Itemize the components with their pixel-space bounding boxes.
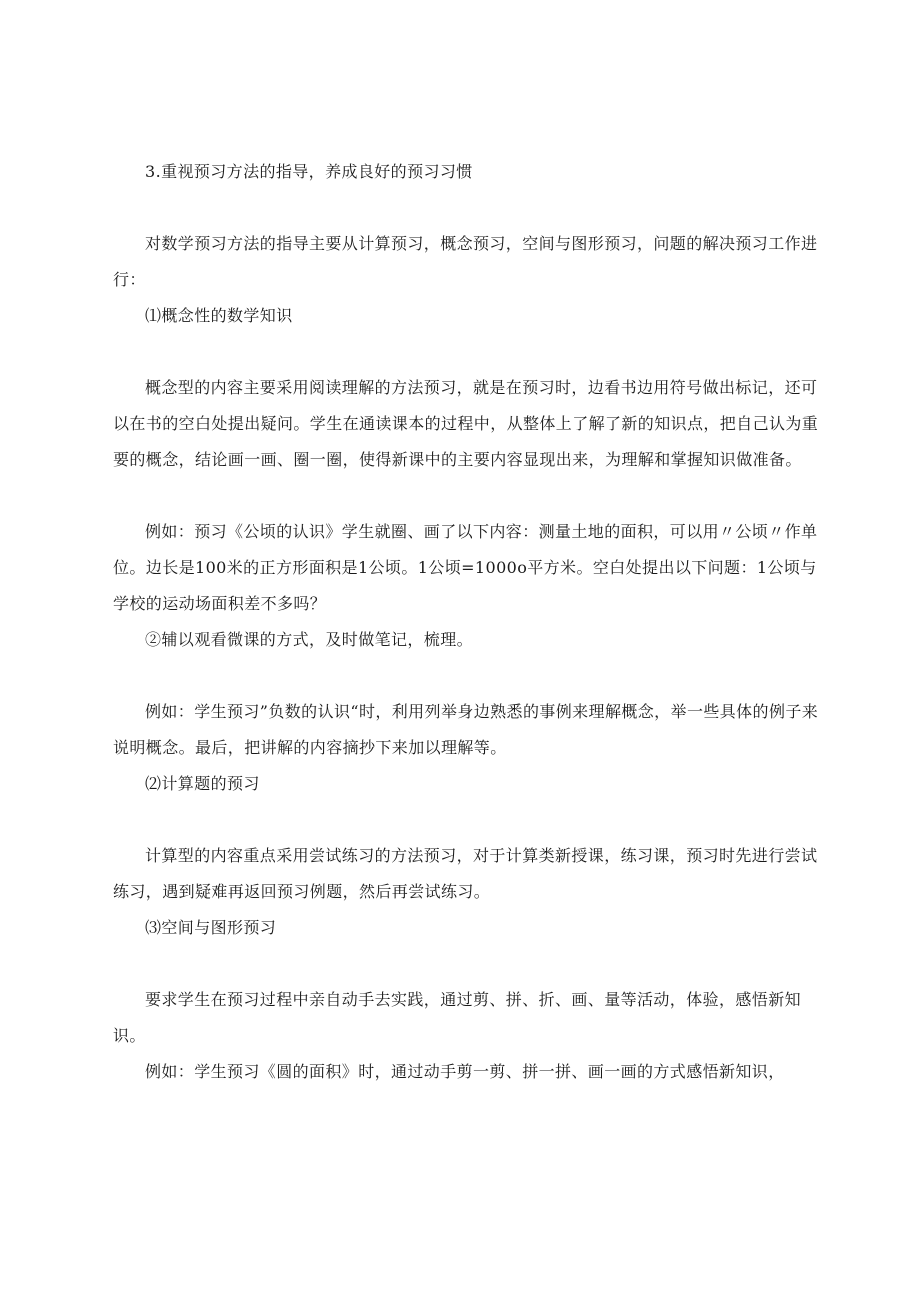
micro-lesson-item: ②辅以观看微课的方式，及时做笔记，梳理。 <box>145 630 474 649</box>
subsection-geometry-title: ⑶空间与图形预习 <box>145 918 277 937</box>
intro-paragraph: 对数学预习方法的指导主要从计算预习，概念预习，空间与图形预习，问题的解决预习工作进行： <box>113 234 818 289</box>
subsection-calculation-title: ⑵计算题的预习 <box>145 774 260 793</box>
calculation-paragraph: 计算型的内容重点采用尝试练习的方法预习，对于计算类新授课，练习课，预习时先进行尝试练习，遇到疑难再返回预习例题，然后再尝试练习。 <box>113 846 818 901</box>
circle-area-example: 例如：学生预习《圆的面积》时，通过动手剪一剪、拼一拼、画一画的方式感悟新知识， <box>145 1062 785 1081</box>
section-title: 3.重视预习方法的指导，养成良好的预习习惯 <box>145 162 473 181</box>
negative-number-example: 例如：学生预习”负数的认识“时，利用列举身边熟悉的事例来理解概念，举一些具体的例子来说明概念。最后，把讲解的内容摘抄下来加以理解等。 <box>113 702 819 757</box>
subsection-concept-title: ⑴概念性的数学知识 <box>145 306 293 325</box>
geometry-paragraph: 要求学生在预习过程中亲自动手去实践，通过剪、拼、折、画、量等活动，体验，感悟新知识。 <box>113 990 802 1045</box>
concept-paragraph: 概念型的内容主要采用阅读理解的方法预习，就是在预习时，边看书边用符号做出标记，还可以在书的空白处提出疑问。学生在通读课本的过程中，从整体上了解了新的知识点，把自己认为重要的概念，结论画一画、圈一圈，使得新课中的主要内容显现出来，为理解和掌握知识做准备。 <box>113 378 819 469</box>
concept-example-paragraph: 例如：预习《公顷的认识》学生就圈、画了以下内容：测量土地的面积，可以用〃公顷〃作单位。边长是100米的正方形面积是1公顷。1公顷=1000o平方米。空白处提出以下问题：1公顷与学校的运动场面积差不多吗？ <box>113 522 818 613</box>
